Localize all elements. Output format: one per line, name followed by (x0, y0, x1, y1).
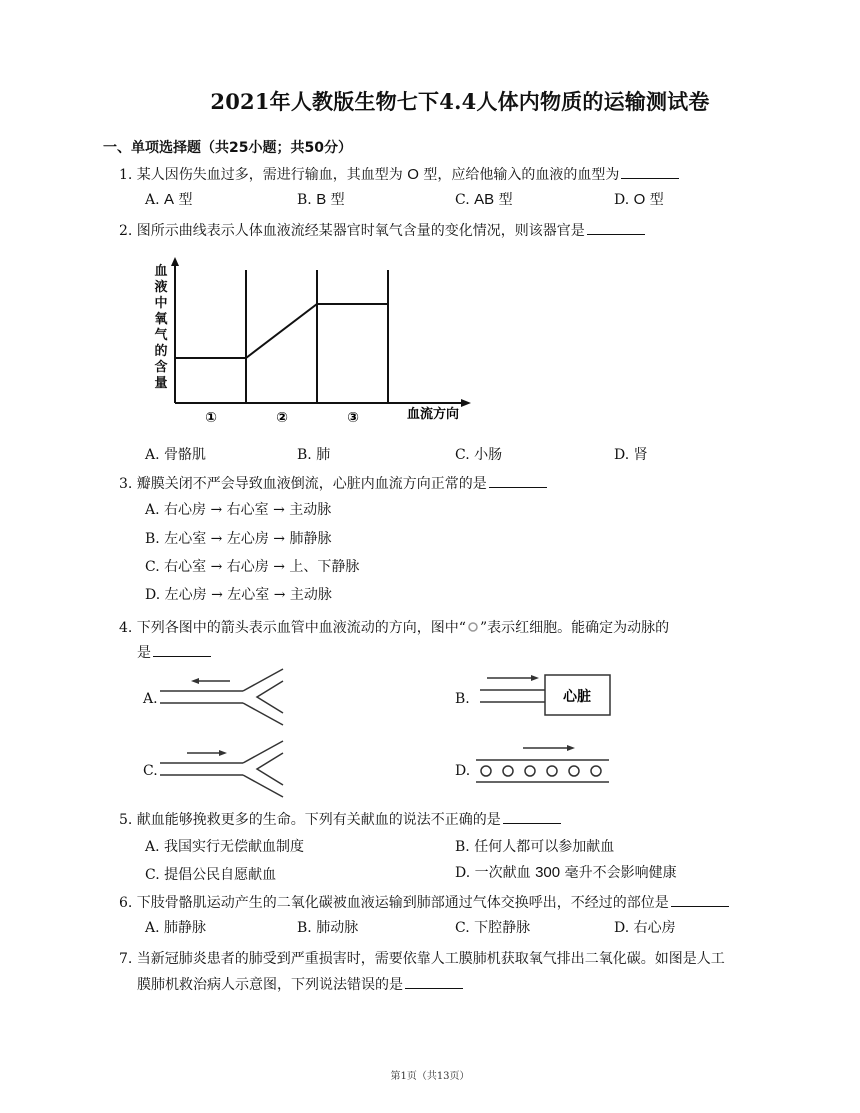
q5-option-b[interactable]: B. 任何人都可以参加献血 (455, 839, 615, 855)
q5-option-a[interactable]: A. 我国实行无偿献血制度 (145, 839, 305, 855)
heart-label: 心脏 (563, 689, 591, 705)
red-blood-cell-icon (466, 621, 480, 633)
q6-option-c[interactable]: C. 下腔静脉 (455, 920, 531, 936)
answer-blank (621, 166, 679, 179)
answer-blank (503, 811, 561, 824)
option-suffix: 型 (498, 192, 513, 208)
q6-option-a[interactable]: A. 肺静脉 (145, 920, 207, 936)
question-4-stem-line2 (137, 642, 211, 662)
q4-option-b-label[interactable]: B. (455, 691, 470, 707)
option-symbol: O (633, 191, 646, 208)
option-suffix: 型 (649, 192, 664, 208)
q4-diagram-a[interactable] (155, 667, 290, 727)
question-2-stem (119, 220, 645, 240)
q6-stem-text: 6. 下肢骨骼肌运动产生的二氧化碳被血液运输到肺部通过气体交换呼出，不经过的部位是 (119, 895, 669, 911)
question-7-stem-line1: 7. 当新冠肺炎患者的肺受到严重损害时，需要依靠人工膜肺机获取氧气排出二氧化碳。如图是人工 (119, 951, 725, 967)
q5-option-c[interactable]: C. 提倡公民自愿献血 (145, 867, 277, 883)
section-heading: 一、单项选择题（共25小题；共50分） (103, 140, 352, 156)
answer-blank (489, 475, 547, 488)
region-label-1: ① (205, 410, 217, 426)
q7-stem-text-b: 膜肺机救治病人示意图，下列说法错误的是 (137, 977, 403, 993)
graph-x-axis-label: 血流方向 (407, 407, 460, 422)
q4-option-a-label[interactable]: A. (143, 691, 158, 707)
oxygen-curve (175, 304, 388, 358)
option-number: 300 (535, 864, 561, 881)
q4-diagram-b[interactable] (475, 670, 615, 720)
q1-option-b[interactable] (297, 189, 345, 209)
q5-stem-text: 5. 献血能够挽救更多的生命。下列有关献血的说法不正确的是 (119, 812, 501, 828)
q5-option-d[interactable] (455, 862, 677, 882)
answer-blank (587, 222, 645, 235)
red-blood-cells (481, 766, 601, 776)
question-7-stem-line2 (137, 974, 463, 994)
region-label-2: ② (276, 410, 288, 426)
option-label: A. (145, 192, 160, 208)
q2-option-d[interactable]: D. 肾 (614, 447, 648, 463)
option-text-b: 毫升不会影响健康 (564, 865, 677, 881)
option-label: B. (297, 192, 312, 208)
q1-option-c[interactable] (455, 189, 513, 209)
answer-blank (671, 894, 729, 907)
option-text-a: D. 一次献血 (455, 865, 531, 881)
q4-stem-text-b: ”表示红细胞。能确定为动脉的 (479, 620, 670, 636)
region-label-3: ③ (347, 410, 359, 426)
option-suffix: 型 (330, 192, 345, 208)
q1-option-a[interactable] (145, 189, 192, 209)
option-symbol: AB (474, 191, 495, 208)
q3-option-a[interactable]: A. 右心房 → 右心室 → 主动脉 (145, 502, 332, 518)
question-6-stem (119, 892, 729, 912)
q3-option-c[interactable]: C. 右心室 → 右心房 → 上、下静脉 (145, 559, 360, 575)
graph-y-axis-label-text: 血液中氧气的含量 (154, 264, 168, 391)
q3-option-d[interactable]: D. 左心房 → 左心室 → 主动脉 (145, 587, 332, 603)
q1-blood-type: O (407, 166, 419, 183)
q4-diagram-d[interactable] (473, 742, 613, 787)
page-title: 2021年人教版生物七下4.4人体内物质的运输测试卷 (210, 89, 710, 114)
q2-stem-text: 2. 图所示曲线表示人体血液流经某器官时氧气含量的变化情况，则该器官是 (119, 223, 585, 239)
q1-stem-text-a: 1. 某人因伤失血过多，需进行输血，其血型为 (119, 167, 403, 183)
option-label: D. (614, 192, 630, 208)
q4-stem-text-c: 是 (137, 645, 151, 661)
graph-y-axis-label (154, 263, 168, 391)
q4-stem-text-a: 4. 下列各图中的箭头表示血管中血液流动的方向，图中“ (119, 620, 466, 636)
q4-option-c-label[interactable]: C. (143, 763, 158, 779)
q1-option-d[interactable] (614, 189, 664, 209)
q4-option-d-label[interactable]: D. (455, 763, 471, 779)
question-3-stem (119, 473, 547, 493)
y-axis-arrow-icon (171, 257, 179, 266)
q6-option-b[interactable]: B. 肺动脉 (297, 920, 359, 936)
q1-stem-text-b: 型，应给他输入的血液的血型为 (423, 167, 620, 183)
option-symbol: B (316, 191, 327, 208)
question-4-stem-line1 (119, 617, 669, 637)
question-5-stem (119, 809, 561, 829)
answer-blank (405, 976, 463, 989)
option-symbol: A (164, 191, 175, 208)
x-axis-arrow-icon (461, 399, 471, 407)
answer-blank (153, 644, 211, 657)
q3-stem-text: 3. 瓣膜关闭不严会导致血液倒流，心脏内血流方向正常的是 (119, 476, 487, 492)
q4-diagram-c[interactable] (155, 739, 290, 799)
option-label: C. (455, 192, 470, 208)
q2-option-a[interactable]: A. 骨骼肌 (145, 447, 207, 463)
question-1-stem (119, 164, 679, 184)
option-suffix: 型 (178, 192, 193, 208)
q2-option-c[interactable]: C. 小肠 (455, 447, 503, 463)
page-footer: 第1页（共13页） (390, 1071, 470, 1082)
oxygen-content-graph (145, 255, 480, 430)
q2-option-b[interactable]: B. 肺 (297, 447, 331, 463)
q6-option-d[interactable]: D. 右心房 (614, 920, 676, 936)
q3-option-b[interactable]: B. 左心室 → 左心房 → 肺静脉 (145, 531, 332, 547)
